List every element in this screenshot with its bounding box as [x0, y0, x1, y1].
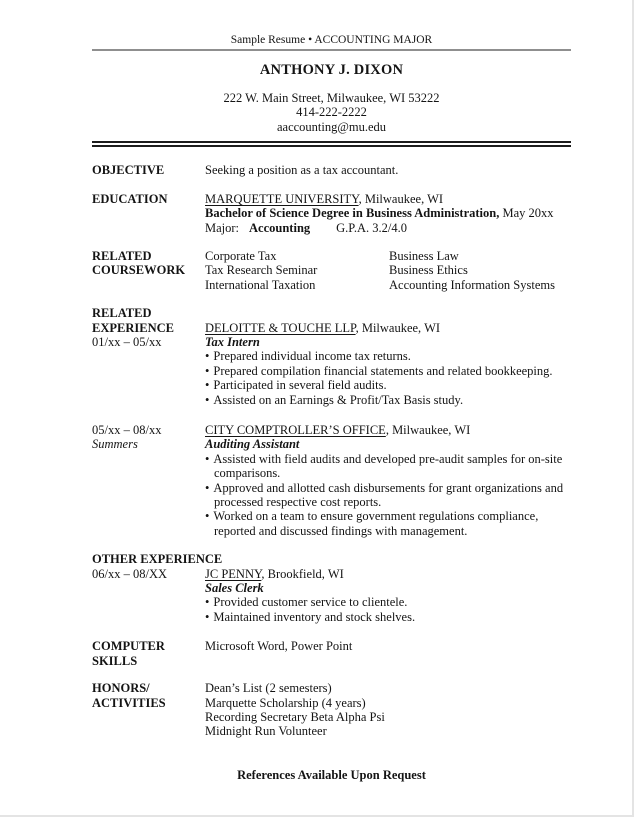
course-item: International Taxation: [205, 277, 316, 292]
honors-item: Recording Secretary Beta Alpha Psi: [205, 709, 385, 724]
job2-dates-note: Summers: [92, 437, 138, 452]
education-label: EDUCATION: [92, 191, 168, 206]
honors-label-line1: HONORS/: [92, 681, 150, 696]
computer-skills-label: [92, 639, 205, 668]
coursework-label-line2: COURSEWORK: [92, 263, 186, 278]
education-degree-line: [205, 206, 571, 220]
bullet-item: [205, 595, 571, 609]
course-item: Tax Research Seminar: [205, 263, 318, 278]
section-related-experience-heading: [92, 306, 571, 320]
job2-label-col: [92, 423, 205, 538]
computer-skills-label-line1: COMPUTER: [92, 639, 165, 654]
honors-label: [92, 681, 205, 739]
header-caption: [92, 33, 571, 47]
bullet-text: Assisted on an Earnings & Profit/Tax Basis study.: [213, 392, 464, 407]
job2-content: [205, 423, 571, 538]
header-separator-bullet: •: [308, 34, 313, 46]
education-major-value: Accounting: [249, 220, 311, 235]
job1-content: [205, 321, 571, 407]
education-degree: Bachelor of Science Degree in Business Administration,: [205, 206, 500, 221]
bullet-icon: •: [205, 378, 210, 393]
job2-company-line: [205, 423, 571, 437]
job2-title: Auditing Assistant: [205, 437, 300, 452]
resume-body: [92, 163, 571, 782]
bullet-icon: •: [205, 392, 210, 407]
course-item: Business Law: [389, 248, 459, 263]
job2-company: CITY COMPTROLLER’S OFFICE: [205, 423, 386, 437]
bullet-icon: •: [205, 609, 210, 624]
related-experience-heading-spacer: [205, 306, 571, 320]
contact-phone: 414-222-2222: [296, 105, 367, 120]
education-content: [205, 192, 571, 235]
section-objective: [92, 163, 571, 177]
course-item: Accounting Information Systems: [389, 277, 555, 292]
section-computer-skills: [92, 639, 571, 668]
computer-skills-text: Microsoft Word, Power Point: [205, 639, 353, 654]
bullet-item: [205, 509, 571, 538]
bullet-item: [205, 364, 571, 378]
bullet-icon: •: [205, 349, 210, 364]
coursework-label: [92, 249, 205, 292]
coursework-label-line1: RELATED: [92, 248, 152, 263]
coursework-columns: [205, 249, 573, 292]
bullet-text: Approved and allotted cash disbursements for grant organizations and processed respective cost reports.: [213, 480, 564, 510]
bullet-icon: •: [205, 509, 210, 524]
job1-dates: 01/xx – 05/xx: [92, 334, 162, 349]
honors-item: Dean’s List (2 semesters): [205, 681, 332, 696]
bullet-text: Prepared individual income tax returns.: [213, 349, 411, 364]
section-coursework: [92, 249, 571, 292]
bullet-text: Participated in several field audits.: [213, 378, 387, 393]
section-education: [92, 192, 571, 235]
job3-label-col: [92, 567, 205, 625]
education-school-location: , Milwaukee, WI: [358, 191, 444, 206]
job3-content: [205, 567, 571, 625]
bullet-item: [205, 481, 571, 510]
header-caption-label: Sample Resume: [230, 34, 306, 46]
contact-address: 222 W. Main Street, Milwaukee, WI 53222: [223, 90, 440, 105]
header-double-rule: [92, 141, 571, 147]
honors-item: Marquette Scholarship (4 years): [205, 695, 366, 710]
bullet-item: [205, 452, 571, 481]
coursework-column-2: [389, 249, 573, 292]
related-experience-job-2: [92, 423, 571, 538]
objective-text: Seeking a position as a tax accountant.: [205, 163, 399, 178]
honors-item: Midnight Run Volunteer: [205, 724, 327, 739]
course-item: Corporate Tax: [205, 248, 277, 263]
bullet-item: [205, 393, 571, 407]
other-experience-job-1: [92, 567, 571, 625]
education-school-line: [205, 192, 571, 206]
bullet-text: Provided customer service to clientele.: [213, 595, 408, 610]
job1-title: Tax Intern: [205, 334, 260, 349]
bullet-item: [205, 610, 571, 624]
job1-company-line: [205, 321, 571, 335]
bullet-item: [205, 378, 571, 392]
education-gpa: G.P.A. 3.2/4.0: [336, 220, 407, 235]
page-header: [92, 33, 571, 51]
education-school: MARQUETTE UNIVERSITY: [205, 191, 359, 206]
contact-block: [92, 91, 571, 135]
job1-label-col: [92, 321, 205, 407]
job2-dates: 05/xx – 08/xx: [92, 423, 162, 437]
coursework-column-1: [205, 249, 389, 292]
job3-company-line: [205, 567, 571, 581]
computer-skills-label-line2: SKILLS: [92, 653, 138, 668]
honors-content: [205, 681, 571, 739]
bullet-icon: •: [205, 363, 210, 378]
bullet-text: Assisted with field audits and developed pre-audit samples for on-site comparisons.: [213, 451, 563, 481]
related-experience-job-1: [92, 321, 571, 407]
job1-company-location: , Milwaukee, WI: [355, 320, 441, 335]
bullet-icon: •: [205, 480, 210, 495]
job2-company-location: , Milwaukee, WI: [385, 423, 471, 437]
candidate-name: ANTHONY J. DIXON: [259, 62, 404, 79]
bullet-text: Maintained inventory and stock shelves.: [213, 609, 416, 624]
header-caption-major: ACCOUNTING MAJOR: [314, 34, 433, 46]
education-major-line: [205, 221, 571, 235]
coursework-content: [205, 249, 573, 292]
job3-title: Sales Clerk: [205, 581, 264, 596]
bullet-icon: •: [205, 595, 210, 610]
bullet-text: Worked on a team to ensure government regulations compliance, reported and discussed findings with management.: [213, 509, 539, 538]
job1-company: DELOITTE & TOUCHE LLP: [205, 320, 356, 335]
related-experience-label-line2: EXPERIENCE: [92, 320, 174, 335]
contact-email: aaccounting@mu.edu: [276, 119, 387, 134]
other-experience-heading: OTHER EXPERIENCE: [92, 552, 223, 567]
header-rule: [92, 49, 571, 51]
bullet-icon: •: [205, 451, 210, 466]
course-item: Business Ethics: [389, 263, 468, 278]
references-footer: References Available Upon Request: [237, 767, 426, 782]
section-honors-activities: [92, 681, 571, 739]
related-experience-label-line1: RELATED: [92, 306, 152, 321]
job3-dates: 06/xx – 08/XX: [92, 566, 167, 581]
education-major-label: Major:: [205, 220, 240, 235]
job3-company-location: , Brookfield, WI: [261, 566, 344, 581]
objective-label: OBJECTIVE: [92, 163, 165, 178]
bullet-text: Prepared compilation financial statements and related bookkeeping.: [213, 363, 553, 378]
honors-label-line2: ACTIVITIES: [92, 695, 166, 710]
job3-company: JC PENNY: [205, 566, 262, 581]
education-degree-date: May 20xx: [499, 206, 554, 221]
bullet-item: [205, 349, 571, 363]
